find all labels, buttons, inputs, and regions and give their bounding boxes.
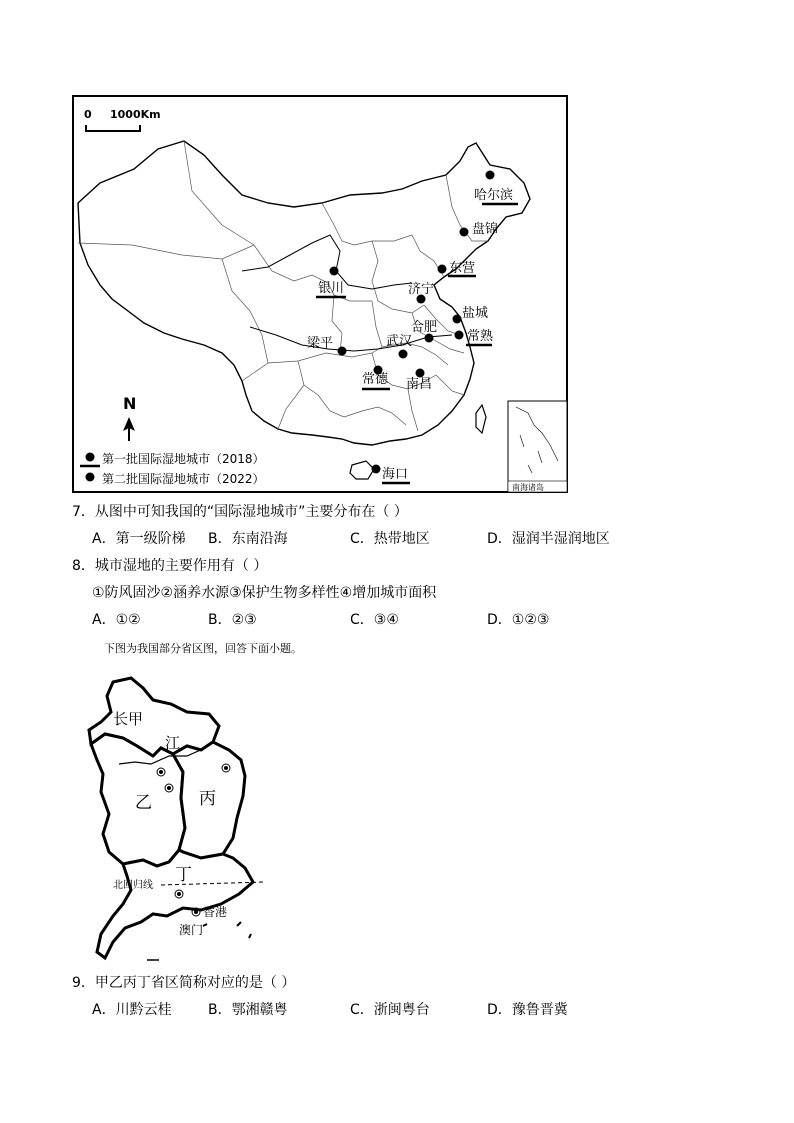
svg-text:东营: 东营 [449,261,476,276]
svg-text:武汉: 武汉 [386,334,413,349]
svg-text:梁平: 梁平 [307,336,334,351]
q8-items: ①防风固沙②涵养水源③保护生物多样性④增加城市面积 [92,585,437,601]
svg-text:盐城: 盐城 [462,306,489,321]
q8-option-c[interactable]: C．③④ [350,612,399,628]
map2-intro: 下图为我国部分省区图，回答下面小题。 [104,642,302,655]
svg-text:N: N [123,394,137,413]
label-hongkong: 香港 [203,905,228,919]
q8-stem: 8．城市湿地的主要作用有（ ） [72,558,268,574]
svg-text:银川: 银川 [318,281,345,296]
svg-text:济宁: 济宁 [408,282,435,297]
svg-text:第一批国际湿地城市（2018）: 第一批国际湿地城市（2018） [102,452,265,466]
svg-text:第二批国际湿地城市（2022）: 第二批国际湿地城市（2022） [102,472,265,486]
province-map [83,668,273,966]
china-wetland-map [72,95,568,493]
svg-text:海口: 海口 [382,467,409,482]
svg-text:盘锦: 盘锦 [472,222,499,237]
svg-text:1000Km: 1000Km [110,108,161,121]
label-yi: 乙 [135,793,152,813]
label-jia: 长甲 [113,710,144,728]
q8-option-b[interactable]: B．②③ [208,612,257,628]
label-tropic: 北回归线 [113,880,153,891]
q9-option-d[interactable]: D．豫鲁晋冀 [487,1002,568,1018]
svg-text:南昌: 南昌 [406,377,433,392]
q7-stem: 7．从图中可知我国的“国际湿地城市”主要分布在（ ） [72,504,408,520]
svg-text:常熟: 常熟 [467,329,494,344]
label-ding: 丁 [175,865,192,885]
svg-text:常德: 常德 [362,372,389,387]
svg-text:0: 0 [84,108,92,121]
q8-option-a[interactable]: A．①② [92,612,141,628]
q7-option-b[interactable]: B．东南沿海 [208,531,288,547]
svg-text:南海诸岛: 南海诸岛 [512,483,544,492]
q9-option-b[interactable]: B．鄂湘赣粤 [208,1002,288,1018]
south-china-sea-inset [508,401,567,492]
svg-text:哈尔滨: 哈尔滨 [474,188,514,203]
label-bing: 丙 [199,789,216,809]
q9-stem: 9．甲乙丙丁省区简称对应的是（ ） [72,975,296,991]
q9-option-c[interactable]: C．浙闽粤台 [350,1002,430,1018]
q8-option-d[interactable]: D．①②③ [487,612,550,628]
q7-option-c[interactable]: C．热带地区 [350,531,430,547]
label-macau: 澳门 [179,923,204,937]
q7-option-d[interactable]: D．湿润半湿润地区 [487,531,610,547]
q7-option-a[interactable]: A．第一级阶梯 [92,531,186,547]
label-jiang: 江 [165,734,181,752]
svg-text:合肥: 合肥 [411,320,438,335]
q9-option-a[interactable]: A．川黔云桂 [92,1002,172,1018]
islands [203,922,251,938]
